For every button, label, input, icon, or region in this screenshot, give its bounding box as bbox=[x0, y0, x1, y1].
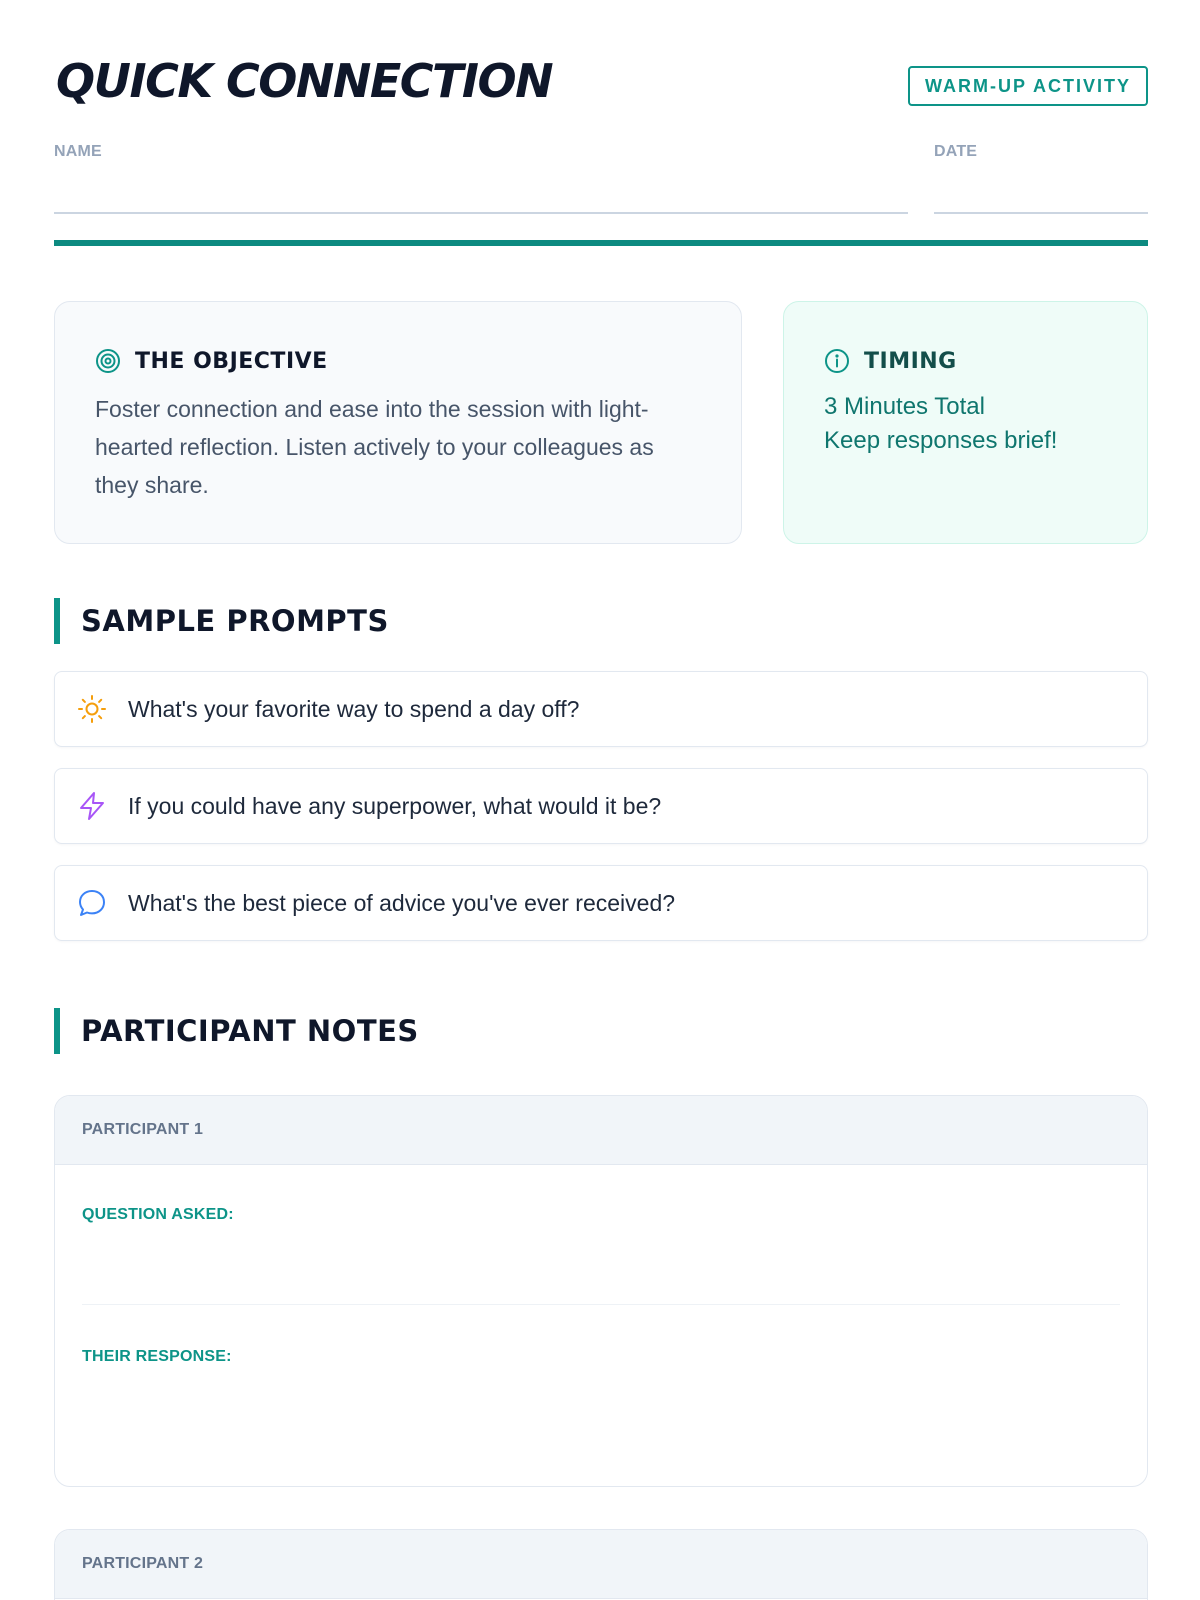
timing-note: Keep responses brief! bbox=[824, 427, 1058, 454]
prompt-text: What's your favorite way to spend a day off? bbox=[128, 695, 580, 722]
prompt-item bbox=[54, 671, 1148, 747]
prompt-item bbox=[54, 768, 1148, 844]
participant-card bbox=[54, 1095, 1148, 1487]
sun-icon bbox=[76, 693, 108, 725]
date-label: DATE bbox=[934, 143, 978, 160]
name-field[interactable] bbox=[54, 212, 908, 214]
name-label: NAME bbox=[54, 143, 102, 160]
timing-title: TIMING bbox=[864, 348, 957, 374]
page-title: QUICK CONNECTION bbox=[56, 54, 553, 108]
header-divider bbox=[54, 240, 1148, 246]
participant-name: PARTICIPANT 1 bbox=[82, 1121, 204, 1138]
objective-title: THE OBJECTIVE bbox=[135, 348, 328, 374]
question-label: QUESTION ASKED: bbox=[82, 1206, 234, 1223]
section-title: SAMPLE PROMPTS bbox=[81, 604, 389, 638]
activity-badge: WARM-UP ACTIVITY bbox=[908, 66, 1148, 106]
prompt-text: If you could have any superpower, what would it be? bbox=[128, 792, 662, 819]
timing-duration: 3 Minutes Total bbox=[824, 393, 985, 420]
prompt-text: What's the best piece of advice you've ever received? bbox=[128, 889, 676, 916]
participant-card-header bbox=[55, 1530, 1147, 1599]
date-field[interactable] bbox=[934, 212, 1148, 214]
question-answer-line[interactable] bbox=[82, 1304, 1120, 1305]
section-title: PARTICIPANT NOTES bbox=[81, 1014, 419, 1048]
participant-name: PARTICIPANT 2 bbox=[82, 1555, 204, 1572]
prompt-item bbox=[54, 865, 1148, 941]
response-label: THEIR RESPONSE: bbox=[82, 1348, 232, 1365]
participant-notes-header bbox=[54, 1008, 419, 1054]
objective-card bbox=[54, 301, 742, 544]
timing-card bbox=[783, 301, 1148, 544]
participant-card-header bbox=[55, 1096, 1147, 1165]
info-icon bbox=[824, 348, 850, 374]
lightning-icon bbox=[76, 790, 108, 822]
objective-text: Foster connection and ease into the session with light-hearted reflection. Listen actively to your colleagues as they share. bbox=[95, 396, 654, 498]
chat-bubble-icon bbox=[76, 887, 108, 919]
sample-prompts-header bbox=[54, 598, 389, 644]
target-icon bbox=[95, 348, 121, 374]
participant-card bbox=[54, 1529, 1148, 1600]
